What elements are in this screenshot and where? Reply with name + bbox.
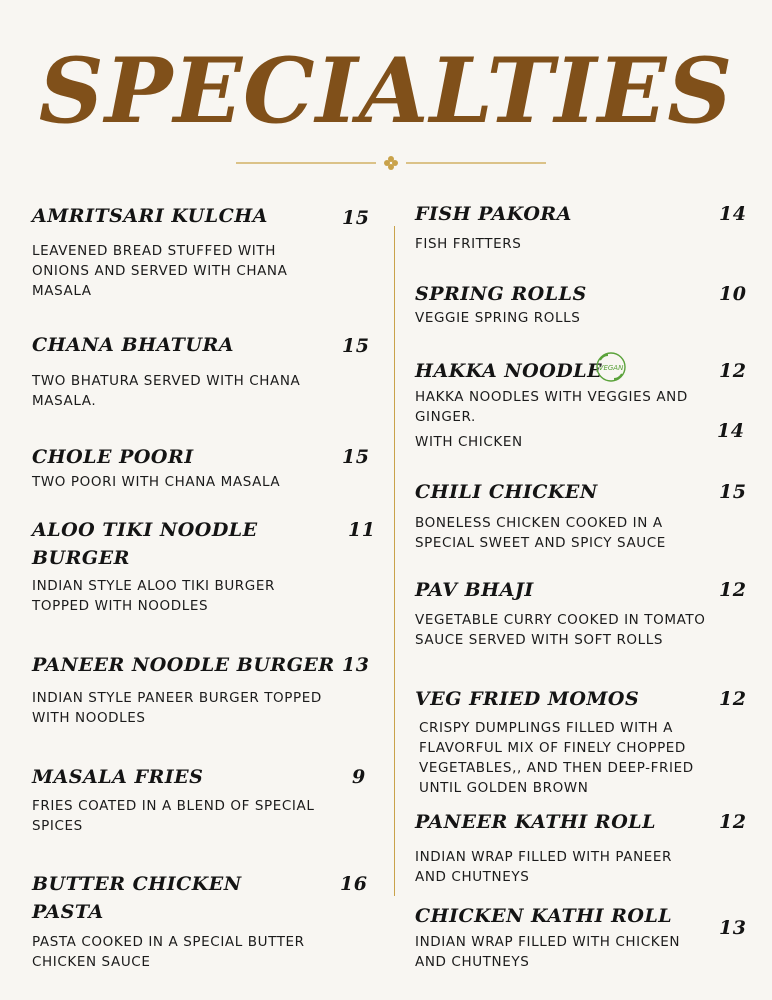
item-price: 16 bbox=[340, 873, 368, 895]
item-description: FISH FRITTERS bbox=[415, 236, 522, 252]
item-name: ALOO TIKI NOODLE BURGER bbox=[32, 519, 258, 569]
item-price: 15 bbox=[342, 446, 370, 468]
item-price: 12 bbox=[719, 811, 747, 833]
item-description: CRISPY DUMPLINGS FILLED WITH A FLAVORFUL MIX OF FINELY CHOPPED VEGETABLES,, AND THEN DEEP-FRIED UNTIL GOLDEN BROWN bbox=[419, 720, 694, 796]
item-price: 12 bbox=[719, 688, 747, 710]
item-description: BONELESS CHICKEN COOKED IN A SPECIAL SWEET AND SPICY SAUCE bbox=[415, 515, 666, 551]
item-price: 12 bbox=[719, 360, 747, 382]
item-description: INDIAN STYLE ALOO TIKI BURGER TOPPED WITH NOODLES bbox=[32, 578, 275, 614]
item-price: 14 bbox=[719, 203, 747, 225]
item-price: 15 bbox=[719, 481, 747, 503]
item-name: PANEER KATHI ROLL bbox=[415, 811, 656, 833]
item-description: INDIAN STYLE PANEER BURGER TOPPED WITH NOODLES bbox=[32, 690, 322, 726]
item-name: CHANA BHATURA bbox=[32, 334, 234, 356]
column-divider bbox=[394, 226, 395, 896]
item-name: PANEER NOODLE BURGER bbox=[32, 654, 335, 676]
page-title: SPECIALTIES bbox=[38, 38, 734, 144]
item-description: VEGETABLE CURRY COOKED IN TOMATO SAUCE SERVED WITH SOFT ROLLS bbox=[415, 612, 706, 648]
item-description: VEGGIE SPRING ROLLS bbox=[415, 310, 581, 326]
item-name: MASALA FRIES bbox=[32, 766, 204, 788]
item-name: AMRITSARI KULCHA bbox=[32, 205, 268, 227]
item-description: TWO POORI WITH CHANA MASALA bbox=[32, 474, 281, 490]
item-name: CHILI CHICKEN bbox=[415, 481, 598, 503]
item-name: FISH PAKORA bbox=[415, 203, 572, 225]
item-extra-price: 14 bbox=[717, 420, 745, 442]
item-description: FRIES COATED IN A BLEND OF SPECIAL SPICES bbox=[32, 798, 315, 834]
item-name: CHICKEN KATHI ROLL bbox=[415, 905, 673, 927]
item-price: 13 bbox=[342, 654, 370, 676]
item-extra-label: WITH CHICKEN bbox=[415, 434, 523, 450]
vegan-badge-icon bbox=[594, 350, 628, 384]
item-price: 15 bbox=[342, 207, 370, 229]
item-description: TWO BHATURA SERVED WITH CHANA MASALA. bbox=[32, 373, 301, 409]
item-name: VEG FRIED MOMOS bbox=[415, 688, 640, 710]
item-name: CHOLE POORI bbox=[32, 446, 194, 468]
item-name: BUTTER CHICKEN PASTA bbox=[32, 873, 242, 923]
item-description: INDIAN WRAP FILLED WITH PANEER AND CHUTNEYS bbox=[415, 849, 673, 885]
item-description: HAKKA NOODLES WITH VEGGIES AND GINGER. bbox=[415, 389, 688, 425]
ornament-divider-icon bbox=[236, 154, 546, 172]
item-price: 15 bbox=[342, 335, 370, 357]
item-price: 9 bbox=[352, 766, 366, 788]
item-description: LEAVENED BREAD STUFFED WITH ONIONS AND SERVED WITH CHANA MASALA bbox=[32, 243, 288, 299]
item-name: PAV BHAJI bbox=[415, 579, 534, 601]
vegan-badge-text: VEGAN bbox=[598, 364, 624, 372]
item-name: SPRING ROLLS bbox=[415, 283, 587, 305]
item-price: 10 bbox=[719, 283, 747, 305]
item-price: 13 bbox=[719, 917, 747, 939]
item-name: HAKKA NOODLE bbox=[415, 360, 603, 382]
item-description: PASTA COOKED IN A SPECIAL BUTTER CHICKEN SAUCE bbox=[32, 934, 305, 970]
item-price: 11 bbox=[348, 519, 376, 541]
item-description: INDIAN WRAP FILLED WITH CHICKEN AND CHUTNEYS bbox=[415, 934, 681, 970]
item-price: 12 bbox=[719, 579, 747, 601]
